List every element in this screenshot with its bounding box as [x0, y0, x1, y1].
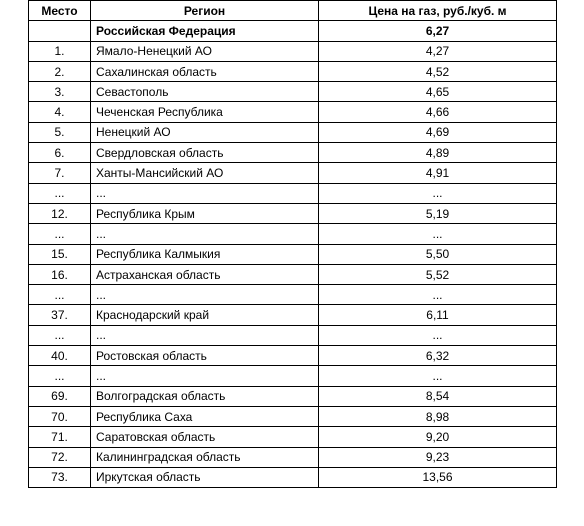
rank-cell: 1.	[29, 41, 91, 61]
region-cell: Российская Федерация	[91, 21, 319, 41]
price-column-header: Цена на газ, руб./куб. м	[319, 1, 557, 21]
price-cell: 6,11	[319, 305, 557, 325]
table-row	[29, 325, 557, 345]
region-column-header: Регион	[91, 1, 319, 21]
region-cell: Ненецкий АО	[91, 122, 319, 142]
rank-cell: 69.	[29, 386, 91, 406]
region-cell: Ямало-Ненецкий АО	[91, 41, 319, 61]
region-cell: Калининградская область	[91, 447, 319, 467]
table-row	[29, 346, 557, 366]
rank-cell: 72.	[29, 447, 91, 467]
region-cell: Свердловская область	[91, 143, 319, 163]
price-cell: 4,52	[319, 61, 557, 81]
price-cell: 9,20	[319, 427, 557, 447]
table-row	[29, 163, 557, 183]
price-cell: 9,23	[319, 447, 557, 467]
table-body	[29, 21, 557, 488]
table-row	[29, 224, 557, 244]
region-cell: Сахалинская область	[91, 61, 319, 81]
table-row	[29, 386, 557, 406]
rank-cell: 7.	[29, 163, 91, 183]
table-row-total	[29, 21, 557, 41]
table-row	[29, 102, 557, 122]
price-cell: 4,66	[319, 102, 557, 122]
table-row	[29, 203, 557, 223]
table-row	[29, 447, 557, 467]
table-row	[29, 122, 557, 142]
table-row	[29, 82, 557, 102]
rank-cell: 12.	[29, 203, 91, 223]
rank-cell: ...	[29, 224, 91, 244]
price-cell: 8,98	[319, 406, 557, 426]
region-cell: ...	[91, 183, 319, 203]
rank-cell: ...	[29, 285, 91, 305]
table-row	[29, 41, 557, 61]
rank-cell: 37.	[29, 305, 91, 325]
region-cell: Ханты-Мансийский АО	[91, 163, 319, 183]
rank-cell: 70.	[29, 406, 91, 426]
table-row	[29, 305, 557, 325]
region-cell: ...	[91, 285, 319, 305]
price-cell: 5,52	[319, 264, 557, 284]
region-cell: ...	[91, 325, 319, 345]
region-cell: Волгоградская область	[91, 386, 319, 406]
rank-cell	[29, 21, 91, 41]
rank-cell: 71.	[29, 427, 91, 447]
price-cell: 4,89	[319, 143, 557, 163]
region-cell: Республика Калмыкия	[91, 244, 319, 264]
region-cell: Астраханская область	[91, 264, 319, 284]
table-row	[29, 61, 557, 81]
region-cell: Саратовская область	[91, 427, 319, 447]
table-row	[29, 264, 557, 284]
region-cell: Краснодарский край	[91, 305, 319, 325]
price-cell: 6,32	[319, 346, 557, 366]
price-cell: 5,19	[319, 203, 557, 223]
price-cell: 4,65	[319, 82, 557, 102]
table-row	[29, 183, 557, 203]
price-cell: ...	[319, 366, 557, 386]
table-row	[29, 406, 557, 426]
region-cell: ...	[91, 224, 319, 244]
table-row	[29, 285, 557, 305]
price-cell: 8,54	[319, 386, 557, 406]
rank-cell: 2.	[29, 61, 91, 81]
gas-price-table	[28, 0, 557, 488]
region-cell: Республика Крым	[91, 203, 319, 223]
rank-cell: ...	[29, 325, 91, 345]
region-cell: Иркутская область	[91, 467, 319, 487]
price-cell: 4,27	[319, 41, 557, 61]
price-cell: 4,69	[319, 122, 557, 142]
rank-cell: ...	[29, 183, 91, 203]
price-cell: ...	[319, 224, 557, 244]
region-cell: Ростовская область	[91, 346, 319, 366]
rank-cell: ...	[29, 366, 91, 386]
price-cell: 13,56	[319, 467, 557, 487]
price-cell: ...	[319, 285, 557, 305]
rank-cell: 73.	[29, 467, 91, 487]
rank-cell: 16.	[29, 264, 91, 284]
rank-cell: 15.	[29, 244, 91, 264]
price-cell: 5,50	[319, 244, 557, 264]
region-cell: Республика Саха	[91, 406, 319, 426]
rank-cell: 6.	[29, 143, 91, 163]
table-row	[29, 427, 557, 447]
table-row	[29, 143, 557, 163]
price-cell: ...	[319, 183, 557, 203]
rank-cell: 40.	[29, 346, 91, 366]
price-cell: 4,91	[319, 163, 557, 183]
region-cell: Севастополь	[91, 82, 319, 102]
table-header-row	[29, 1, 557, 21]
region-cell: ...	[91, 366, 319, 386]
rank-cell: 5.	[29, 122, 91, 142]
price-cell: 6,27	[319, 21, 557, 41]
table-row	[29, 467, 557, 487]
rank-cell: 3.	[29, 82, 91, 102]
gas-price-table-container	[28, 0, 556, 488]
rank-column-header: Место	[29, 1, 91, 21]
table-row	[29, 366, 557, 386]
price-cell: ...	[319, 325, 557, 345]
rank-cell: 4.	[29, 102, 91, 122]
table-row	[29, 244, 557, 264]
region-cell: Чеченская Республика	[91, 102, 319, 122]
